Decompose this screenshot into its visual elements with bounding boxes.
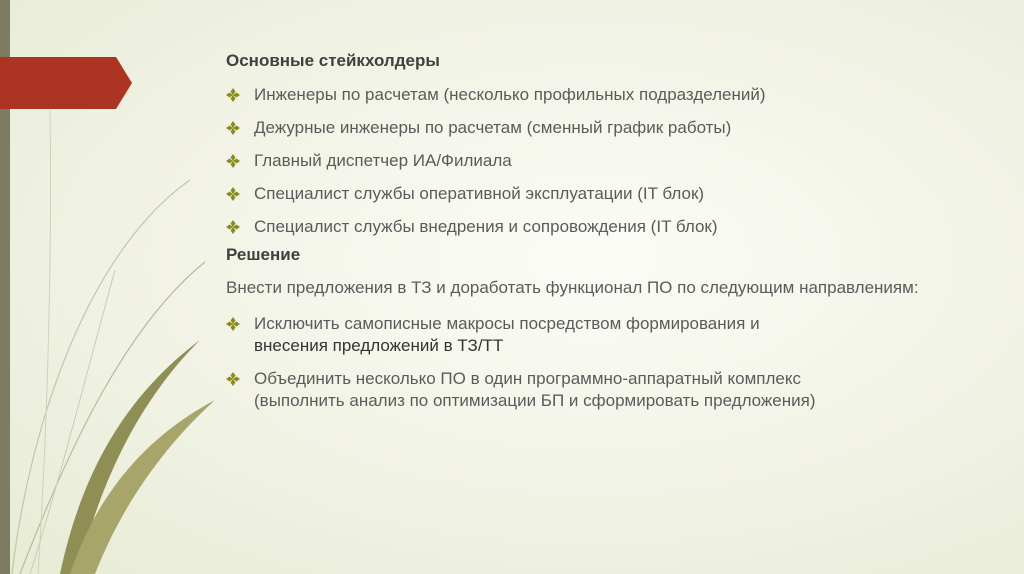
four-diamond-icon [226,121,240,135]
four-diamond-icon [226,372,240,386]
solution-intro: Внести предложения в ТЗ и доработать функционал ПО по следующим направлениям: [226,278,919,297]
stakeholders-list [226,84,986,238]
list-item-text: Инженеры по расчетам (несколько профильных подразделений) [254,85,766,104]
list-item [226,183,986,205]
four-diamond-icon [226,317,240,331]
decor-swoosh-1 [60,340,200,574]
solution-heading: Решение [226,245,301,264]
list-item-text: Исключить самописные макросы посредством формирования и [254,314,760,333]
list-item-text: Объединить несколько ПО в один программно-аппаратный комплекс [254,369,801,388]
solution-list [226,313,986,412]
four-diamond-icon [226,220,240,234]
four-diamond-icon [226,154,240,168]
list-item-text: Специалист службы внедрения и сопровождения (IT блок) [254,217,718,236]
list-item [226,368,986,412]
four-diamond-icon [226,88,240,102]
list-item [226,84,986,106]
list-item-text: внесения предложений в ТЗ/ТТ [254,336,504,355]
list-item-text: Специалист службы оперативной эксплуатации (IT блок) [254,184,705,203]
slide-content [226,50,986,412]
list-item [226,216,986,238]
list-item [226,117,986,139]
red-title-tab [0,57,132,109]
list-item-text: (выполнить анализ по оптимизации БП и сформировать предложения) [254,391,816,410]
stakeholders-heading: Основные стейкхолдеры [226,51,440,70]
list-item [226,150,986,172]
list-item-text: Главный диспетчер ИА/Филиала [254,151,512,170]
list-item [226,313,986,357]
four-diamond-icon [226,187,240,201]
list-item-text: Дежурные инженеры по расчетам (сменный график работы) [254,118,732,137]
